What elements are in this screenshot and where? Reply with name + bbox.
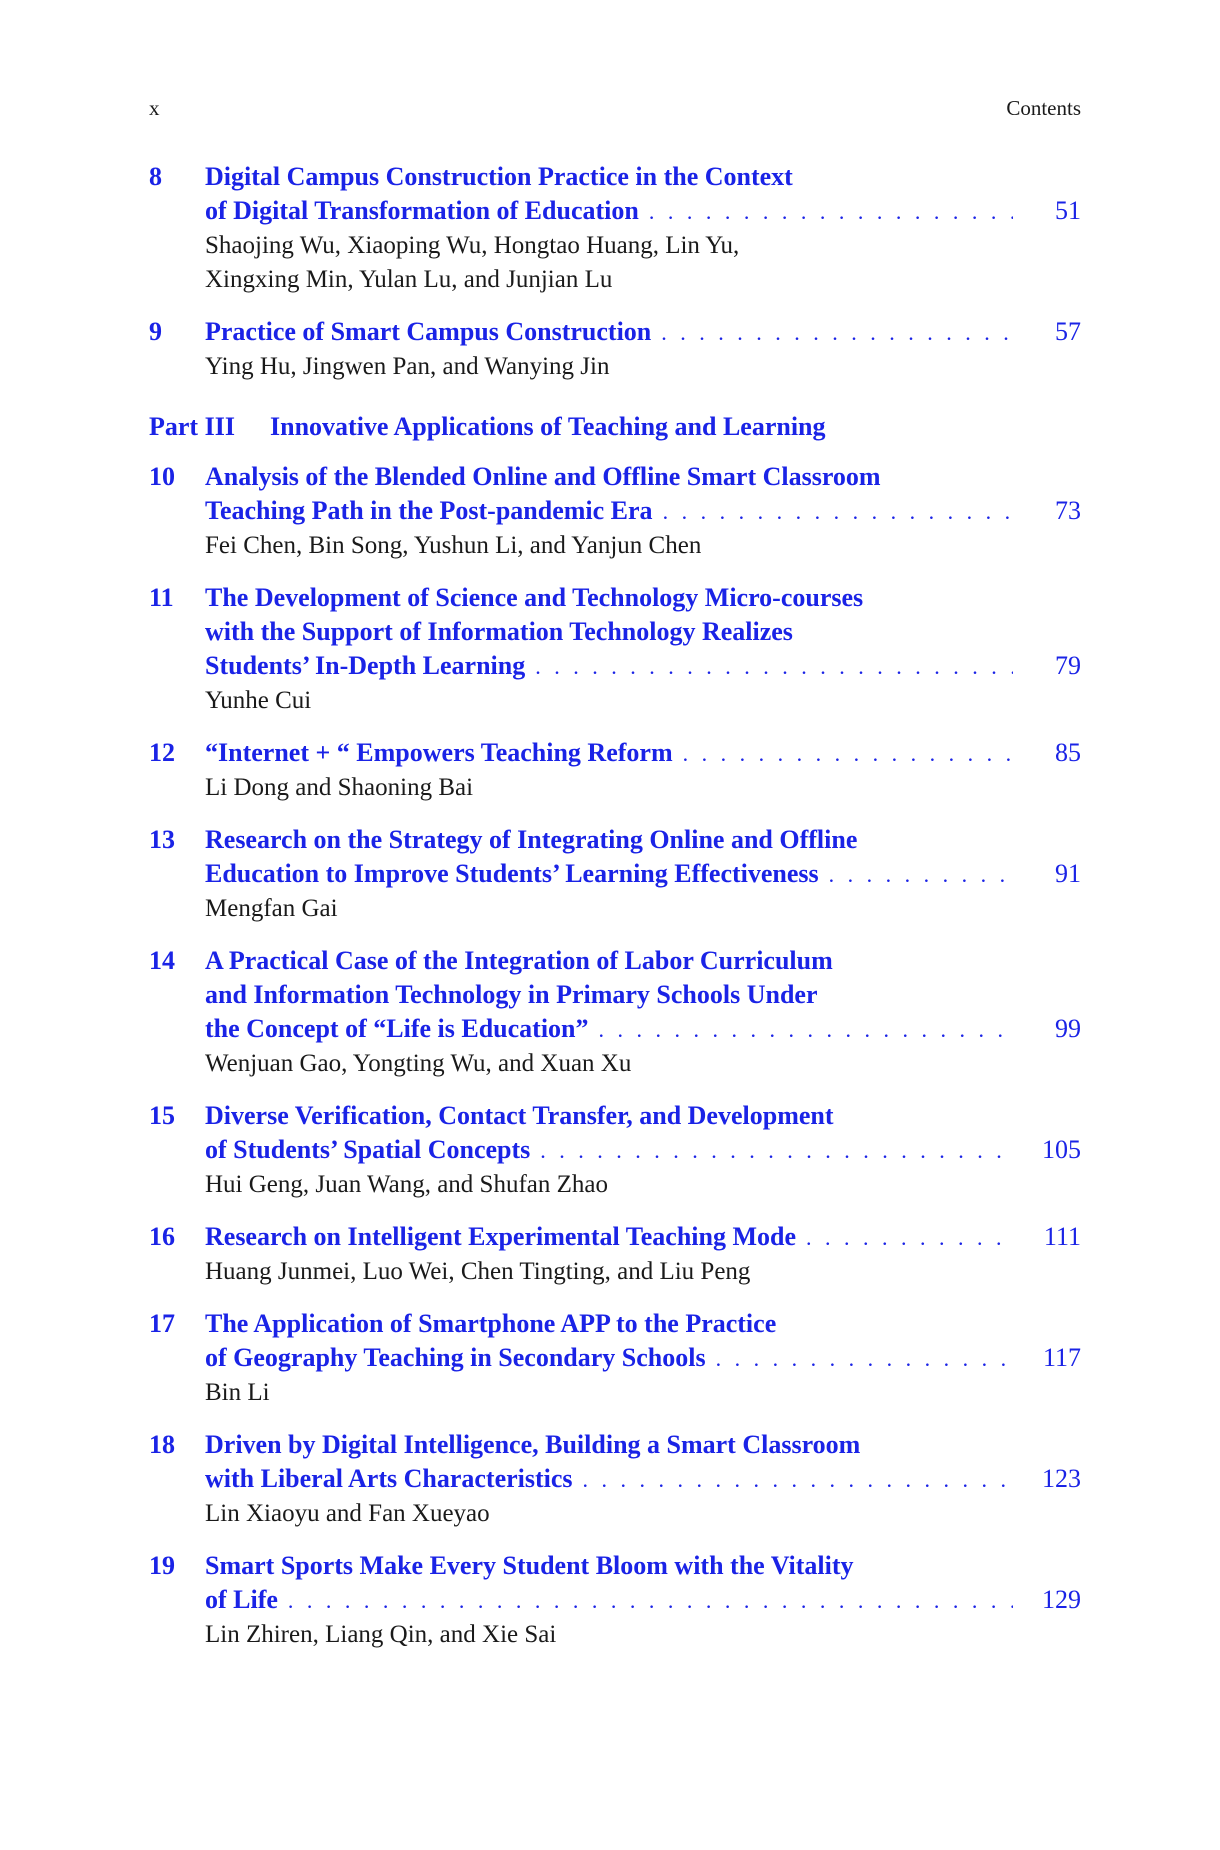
author-line: Lin Zhiren, Liang Qin, and Xie Sai <box>205 1621 557 1648</box>
chapter-title-line[interactable] <box>205 857 1081 892</box>
chapter-title-text[interactable]: Driven by Digital Intelligence, Building a Smart Classroom <box>205 1430 861 1459</box>
chapter-title-text[interactable]: The Application of Smartphone APP to the Practice <box>205 1309 777 1338</box>
chapter-title-text[interactable]: Research on Intelligent Experimental Teaching Mode <box>205 1222 797 1251</box>
author-line: Mengfan Gai <box>205 895 338 922</box>
dot-leader <box>661 316 1013 350</box>
toc-entry <box>149 823 1081 926</box>
chapter-title-line[interactable] <box>205 1428 1081 1462</box>
author-line: Xingxing Min, Yulan Lu, and Junjian Lu <box>205 266 613 293</box>
chapter-number[interactable]: 15 <box>149 1101 175 1130</box>
chapter-title-text[interactable]: Teaching Path in the Post-pandemic Era <box>205 496 653 525</box>
author-line: Wenjuan Gao, Yongting Wu, and Xuan Xu <box>205 1050 632 1077</box>
section-title: Contents <box>1006 96 1081 120</box>
page-number-link[interactable]: 91 <box>1055 859 1081 888</box>
page-number-link[interactable]: 85 <box>1055 738 1081 767</box>
page-marker: x <box>149 96 160 120</box>
dot-leader <box>599 1013 1014 1047</box>
chapter-title-line[interactable] <box>205 1583 1081 1618</box>
chapter-title-line[interactable] <box>205 978 1081 1012</box>
chapter-title-text[interactable]: Diverse Verification, Contact Transfer, and Development <box>205 1101 834 1130</box>
author-line: Li Dong and Shaoning Bai <box>205 774 474 801</box>
chapter-title-text[interactable]: and Information Technology in Primary Schools Under <box>205 980 818 1009</box>
chapter-title-text[interactable]: Digital Campus Construction Practice in the Context <box>205 162 793 191</box>
chapter-title-text[interactable]: Smart Sports Make Every Student Bloom with the Vitality <box>205 1551 854 1580</box>
page-number-link[interactable]: 105 <box>1042 1135 1081 1164</box>
entry-body <box>205 1549 1081 1652</box>
chapter-title-text[interactable]: A Practical Case of the Integration of Labor Curriculum <box>205 946 833 975</box>
chapter-title-text[interactable]: Education to Improve Students’ Learning Effectiveness <box>205 859 819 888</box>
author-line: Hui Geng, Juan Wang, and Shufan Zhao <box>205 1171 609 1198</box>
toc-entry <box>149 315 1081 384</box>
toc-entry <box>149 1307 1081 1410</box>
chapter-number[interactable]: 14 <box>149 946 175 975</box>
author-line: Lin Xiaoyu and Fan Xueyao <box>205 1500 490 1527</box>
author-line: Huang Junmei, Luo Wei, Chen Tingting, and Liu Peng <box>205 1258 751 1285</box>
entry-body <box>205 944 1081 1081</box>
toc-entry <box>149 160 1081 297</box>
toc-entry <box>149 736 1081 805</box>
entry-body <box>205 315 1081 384</box>
chapter-title-text[interactable]: with Liberal Arts Characteristics <box>205 1464 573 1493</box>
chapter-number[interactable]: 16 <box>149 1222 175 1251</box>
chapter-title-line[interactable] <box>205 194 1081 229</box>
author-line: Fei Chen, Bin Song, Yushun Li, and Yanjun Chen <box>205 532 702 559</box>
dot-leader <box>649 195 1013 229</box>
chapter-title-line[interactable] <box>205 1012 1081 1047</box>
chapter-title-line[interactable] <box>205 1220 1081 1255</box>
page-number-link[interactable]: 79 <box>1055 651 1081 680</box>
entry-body <box>205 581 1081 718</box>
chapter-title-line[interactable] <box>205 823 1081 857</box>
chapter-title-text[interactable]: the Concept of “Life is Education” <box>205 1014 589 1043</box>
toc-entry <box>149 944 1081 1081</box>
chapter-title-line[interactable] <box>205 615 1081 649</box>
entry-body <box>205 1220 1081 1289</box>
chapter-title-line[interactable] <box>205 944 1081 978</box>
dot-leader <box>829 858 1013 892</box>
entry-body <box>205 1099 1081 1202</box>
chapter-title-text[interactable]: of Life <box>205 1585 278 1614</box>
toc-entry <box>149 581 1081 718</box>
toc-group-part-iii <box>149 460 1081 1652</box>
toc-page <box>149 96 1081 1670</box>
chapter-title-line[interactable] <box>205 1307 1081 1341</box>
toc-entry <box>149 1220 1081 1289</box>
chapter-number[interactable]: 9 <box>149 317 162 346</box>
chapter-title-line[interactable] <box>205 1462 1081 1497</box>
chapter-title-line[interactable] <box>205 494 1081 529</box>
dot-leader <box>806 1221 1013 1255</box>
dot-leader <box>683 737 1013 771</box>
dot-leader <box>288 1584 1013 1618</box>
page-number-link[interactable]: 99 <box>1055 1014 1081 1043</box>
chapter-title-text[interactable]: of Geography Teaching in Secondary Schools <box>205 1343 706 1372</box>
chapter-title-text[interactable]: Analysis of the Blended Online and Offline Smart Classroom <box>205 462 881 491</box>
entry-body <box>205 823 1081 926</box>
chapter-title-line[interactable] <box>205 1133 1081 1168</box>
chapter-number[interactable]: 8 <box>149 162 162 191</box>
part-heading[interactable] <box>149 410 1081 444</box>
chapter-title-text[interactable]: The Development of Science and Technology Micro-courses <box>205 583 864 612</box>
toc-entry <box>149 1549 1081 1652</box>
chapter-title-line[interactable] <box>205 581 1081 615</box>
chapter-title-text[interactable]: Practice of Smart Campus Construction <box>205 317 652 346</box>
page-number-link[interactable]: 111 <box>1043 1222 1081 1251</box>
page-number-link[interactable]: 129 <box>1042 1585 1081 1614</box>
chapter-number[interactable]: 10 <box>149 462 175 491</box>
page-number-link[interactable]: 57 <box>1055 317 1081 346</box>
chapter-number[interactable]: 17 <box>149 1309 175 1338</box>
dot-leader <box>583 1463 1013 1497</box>
toc-entry <box>149 1428 1081 1531</box>
chapter-title-line[interactable] <box>205 315 1081 350</box>
chapter-number[interactable]: 11 <box>149 583 174 612</box>
page-number-link[interactable]: 117 <box>1042 1343 1081 1372</box>
dot-leader <box>716 1342 1013 1376</box>
chapter-title-text[interactable]: Students’ In-Depth Learning <box>205 651 526 680</box>
chapter-title-text[interactable]: Research on the Strategy of Integrating Online and Offline <box>205 825 858 854</box>
chapter-title-text[interactable]: “Internet + “ Empowers Teaching Reform <box>205 738 673 767</box>
page-number-link[interactable]: 123 <box>1042 1464 1081 1493</box>
author-line: Ying Hu, Jingwen Pan, and Wanying Jin <box>205 353 610 380</box>
chapter-title-line[interactable] <box>205 1549 1081 1583</box>
chapter-title-line[interactable] <box>205 649 1081 684</box>
dot-leader <box>535 650 1013 684</box>
toc-group-part-ii <box>149 160 1081 384</box>
chapter-title-text[interactable]: with the Support of Information Technology Realizes <box>205 617 793 646</box>
toc-entry <box>149 1099 1081 1202</box>
entry-body <box>205 160 1081 297</box>
chapter-number[interactable]: 13 <box>149 825 175 854</box>
author-line: Bin Li <box>205 1379 270 1406</box>
page-number-link[interactable]: 73 <box>1055 496 1081 525</box>
chapter-number[interactable]: 18 <box>149 1430 175 1459</box>
chapter-title-line[interactable] <box>205 736 1081 771</box>
entry-body <box>205 1307 1081 1410</box>
chapter-title-line[interactable] <box>205 160 1081 194</box>
entry-body <box>205 736 1081 805</box>
part-title: Innovative Applications of Teaching and Learning <box>270 412 826 441</box>
chapter-title-text[interactable]: of Digital Transformation of Education <box>205 196 639 225</box>
chapter-title-line[interactable] <box>205 1099 1081 1133</box>
author-line: Shaojing Wu, Xiaoping Wu, Hongtao Huang, Lin Yu, <box>205 232 740 259</box>
chapter-title-line[interactable] <box>205 1341 1081 1376</box>
running-header <box>149 96 1081 130</box>
dot-leader <box>663 495 1013 529</box>
toc-entry <box>149 460 1081 563</box>
chapter-number[interactable]: 19 <box>149 1551 175 1580</box>
entry-body <box>205 460 1081 563</box>
chapter-title-text[interactable]: of Students’ Spatial Concepts <box>205 1135 531 1164</box>
page-number-link[interactable]: 51 <box>1055 196 1081 225</box>
dot-leader <box>540 1134 1013 1168</box>
part-label: Part III <box>149 412 235 441</box>
chapter-number[interactable]: 12 <box>149 738 175 767</box>
entry-body <box>205 1428 1081 1531</box>
author-line: Yunhe Cui <box>205 687 312 714</box>
chapter-title-line[interactable] <box>205 460 1081 494</box>
